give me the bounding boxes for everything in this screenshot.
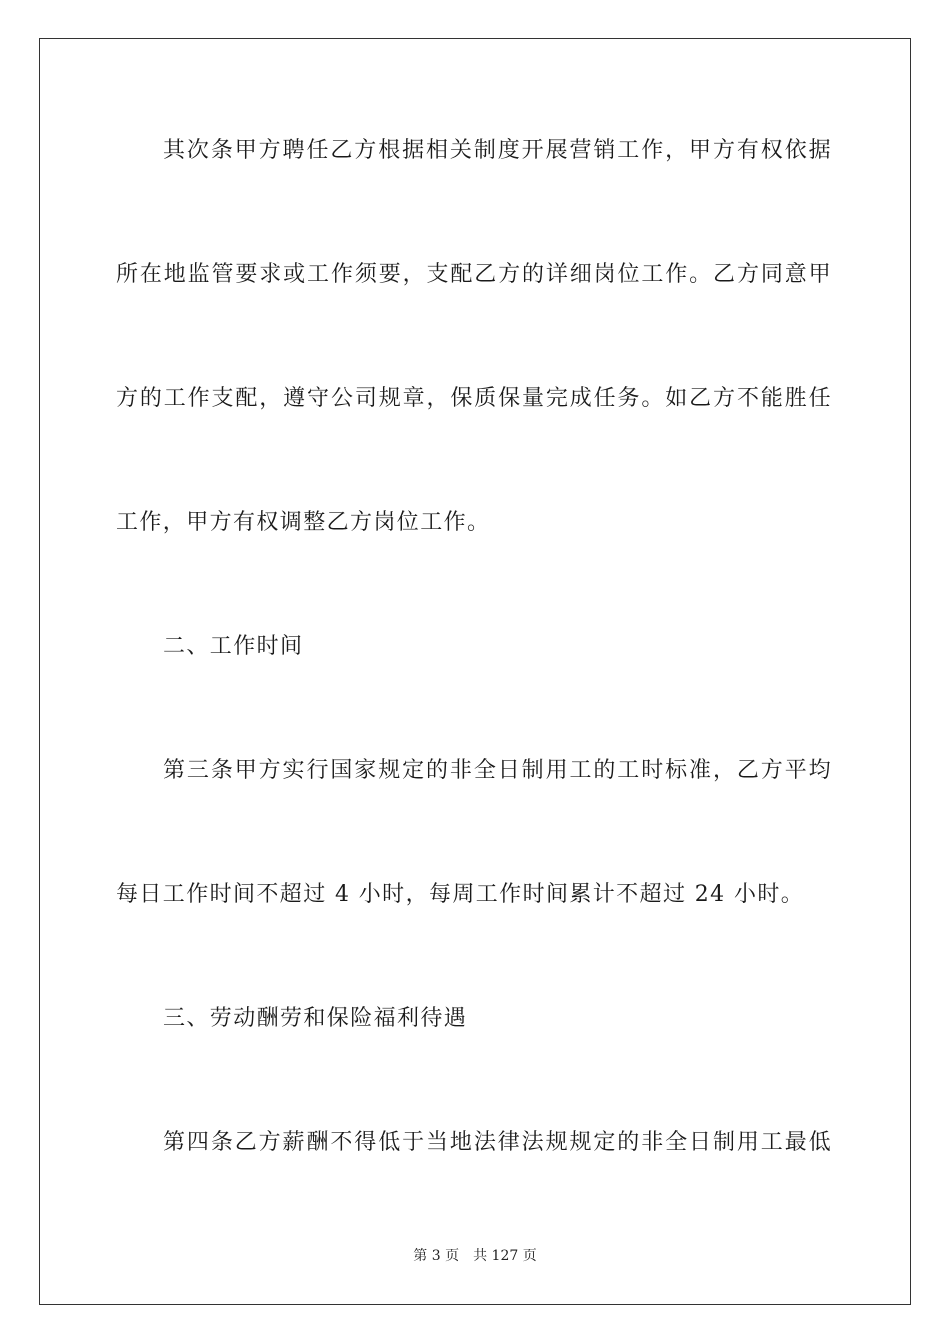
paragraph-line: 其次条甲方聘任乙方根据相关制度开展营销工作，甲方有权依据 <box>163 138 832 163</box>
section-heading: 二、工作时间 <box>163 634 304 659</box>
paragraph-line: 方的工作支配，遵守公司规章，保质保量完成任务。如乙方不能胜任 <box>116 386 832 411</box>
paragraph-line: 工作，甲方有权调整乙方岗位工作。 <box>116 510 491 535</box>
page-number: 第 3 页 <box>413 1248 460 1264</box>
paragraph-line: 第四条乙方薪酬不得低于当地法律法规规定的非全日制用工最低 <box>163 1130 832 1155</box>
page-footer <box>0 1246 950 1266</box>
section-heading: 三、劳动酬劳和保险福利待遇 <box>163 1006 468 1031</box>
page-total: 共 127 页 <box>473 1248 537 1264</box>
paragraph-line: 第三条甲方实行国家规定的非全日制用工的工时标准，乙方平均 <box>163 758 832 783</box>
page-border <box>39 38 911 1305</box>
paragraph-line: 每日工作时间不超过 4 小时，每周工作时间累计不超过 24 小时。 <box>116 882 805 907</box>
paragraph-line: 所在地监管要求或工作须要，支配乙方的详细岗位工作。乙方同意甲 <box>116 262 832 287</box>
